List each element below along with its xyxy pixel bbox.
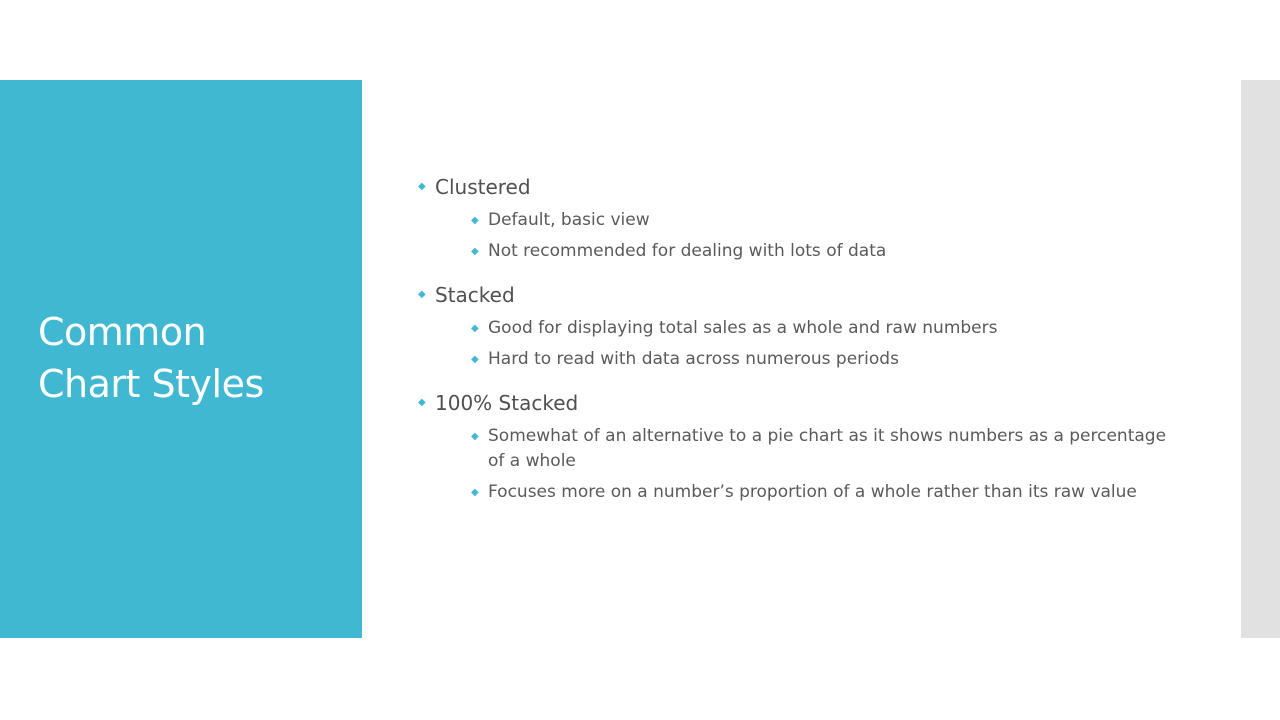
section-heading: 100% Stacked	[435, 391, 579, 415]
section-clustered	[418, 172, 1178, 264]
bullet-text: Good for displaying total sales as a whole and raw numbers	[488, 318, 998, 338]
section-heading: Stacked	[435, 283, 515, 307]
bullet-level-2	[471, 239, 1168, 264]
slide-title	[38, 306, 348, 410]
slide-title-line-2: Chart Styles	[38, 362, 264, 406]
diamond-bullet-icon: ◆	[418, 397, 426, 408]
bullet-list	[418, 172, 1178, 521]
bullet-text: Focuses more on a number’s proportion of a whole rather than its raw value	[488, 482, 1137, 502]
diamond-bullet-icon: ◆	[471, 431, 479, 442]
diamond-bullet-icon: ◆	[418, 289, 426, 300]
slide-title-line-1: Common	[38, 310, 207, 354]
bullet-level-1	[418, 172, 1178, 202]
bullet-text: Not recommended for dealing with lots of data	[488, 241, 887, 261]
bullet-text: Somewhat of an alternative to a pie chart as it shows numbers as a percentage of a whole	[488, 426, 1167, 471]
diamond-bullet-icon: ◆	[418, 181, 426, 192]
bullet-level-1	[418, 388, 1178, 418]
section-100-stacked	[418, 388, 1178, 505]
diamond-bullet-icon: ◆	[471, 487, 479, 498]
bullet-text: Hard to read with data across numerous periods	[488, 349, 899, 369]
bullet-level-2	[471, 347, 1168, 372]
section-stacked	[418, 280, 1178, 372]
diamond-bullet-icon: ◆	[471, 323, 479, 334]
diamond-bullet-icon: ◆	[471, 246, 479, 257]
section-heading: Clustered	[435, 175, 531, 199]
bullet-level-2	[471, 316, 1168, 341]
right-decorative-strip	[1241, 80, 1280, 638]
bullet-level-2	[471, 208, 1168, 233]
diamond-bullet-icon: ◆	[471, 354, 479, 365]
bullet-level-2	[471, 424, 1168, 474]
bullet-level-1	[418, 280, 1178, 310]
bullet-level-2	[471, 480, 1168, 505]
bullet-text: Default, basic view	[488, 210, 650, 230]
diamond-bullet-icon: ◆	[471, 215, 479, 226]
